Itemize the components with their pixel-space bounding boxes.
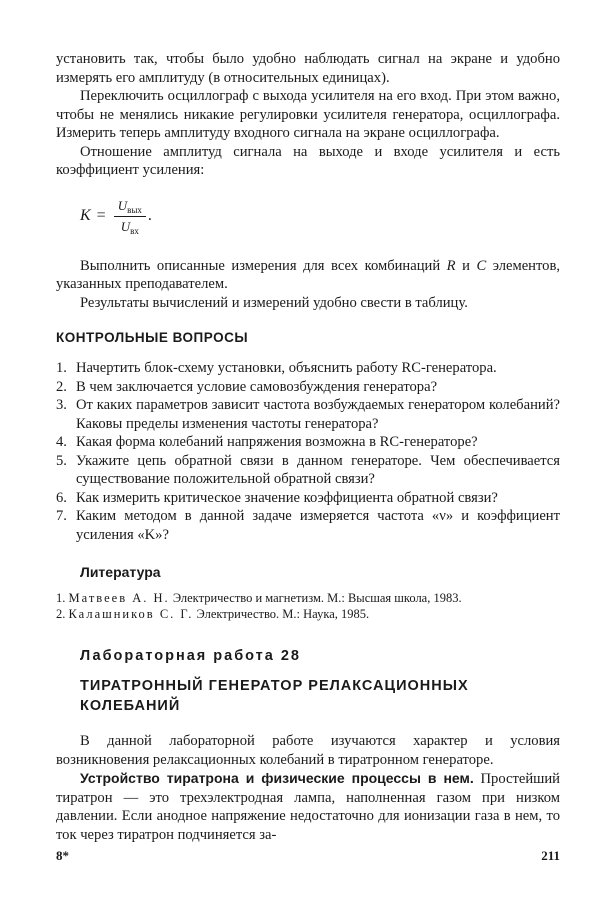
formula-equals: =: [96, 207, 106, 224]
reference-item: 2. Калашников С. Г. Электричество. М.: Наука, 1985.: [56, 607, 370, 621]
signature-mark: 8*: [56, 848, 69, 863]
question-item: 2. В чем заключается условие самовозбуждения генератора?: [56, 378, 438, 395]
question-item: 7. Каким методом в данной задаче измеряется частота «ν» и коэффициент усиления «K»?: [56, 508, 560, 543]
formula-numerator: $U_{вых}$: [114, 198, 146, 217]
questions-heading: КОНТРОЛЬНЫЕ ВОПРОСЫ: [56, 330, 249, 345]
literature-heading: Литература: [80, 564, 161, 580]
page-footer: [56, 848, 560, 864]
gain-formula: [80, 198, 560, 235]
questions-list: [56, 359, 560, 544]
section-runin-heading: Устройство тиратрона и физические процессы в нем.: [80, 770, 474, 786]
lab-paragraph-2: Устройство тиратрона и физические процессы в нем. Простейший тиратрон — это трехэлектродная лампа, наполненная газом при низком давлении. Если анодное напряжение недостаточно для ионизации газа в нем, то ток через тиратрон подчиняется за-: [56, 770, 560, 843]
formula-period: .: [147, 207, 152, 224]
lab-paragraph-1: В данной лабораторной работе изучаются характер и условия возникновения релаксационных колебаний в тиратронном генераторе.: [56, 733, 560, 768]
question-item: 3. От каких параметров зависит частота возбуждаемых генератором колебаний? Каковы пределы изменения частоты генератора?: [56, 397, 560, 432]
intro-paragraph-1: установить так, чтобы было удобно наблюдать сигнал на экране и удобно измерять его амплитуду (в относительных единицах).: [56, 51, 560, 86]
formula-lhs: K: [80, 207, 91, 224]
page-number: 211: [541, 848, 560, 863]
question-item: 6. Как измерить критическое значение коэффициента обратной связи?: [56, 489, 498, 506]
lab-title: ТИРАТРОННЫЙ ГЕНЕРАТОР РЕЛАКСАЦИОННЫХ КОЛЕБАНИЙ: [80, 678, 469, 714]
intro-paragraph-3: Отношение амплитуд сигнала на выходе и входе усилителя и есть коэффициент усиления:: [56, 143, 560, 178]
after-paragraph-5: Результаты вычислений и измерений удобно свести в таблицу.: [80, 294, 468, 311]
lab-label: Лабораторная работа 28: [80, 648, 301, 664]
question-item: 1. Начертить блок-схему установки, объяснить работу RC-генератора.: [56, 360, 497, 376]
question-item: 4. Какая форма колебаний напряжения возможна в RC-генераторе?: [56, 434, 478, 450]
formula-fraction: [114, 198, 146, 235]
question-item: 5. Укажите цепь обратной связи в данном генераторе. Чем обеспечивается существование положительной обратной связи?: [56, 452, 560, 487]
after-paragraph-4: Выполнить описанные измерения для всех комбинаций R и C элементов, указанных преподавателем.: [56, 257, 561, 292]
reference-item: 1. Матвеев А. Н. Электричество и магнетизм. М.: Высшая школа, 1983.: [56, 591, 462, 605]
references-list: [56, 590, 560, 622]
intro-paragraph-2: Переключить осциллограф с выхода усилителя на его вход. При этом важно, чтобы не менялись никакие регулировки усилителя генератора, осциллографа. Измерить теперь амплитуду входного сигнала на экране осциллографа.: [56, 88, 560, 141]
formula-denominator: $U_{вх}$: [120, 218, 139, 236]
